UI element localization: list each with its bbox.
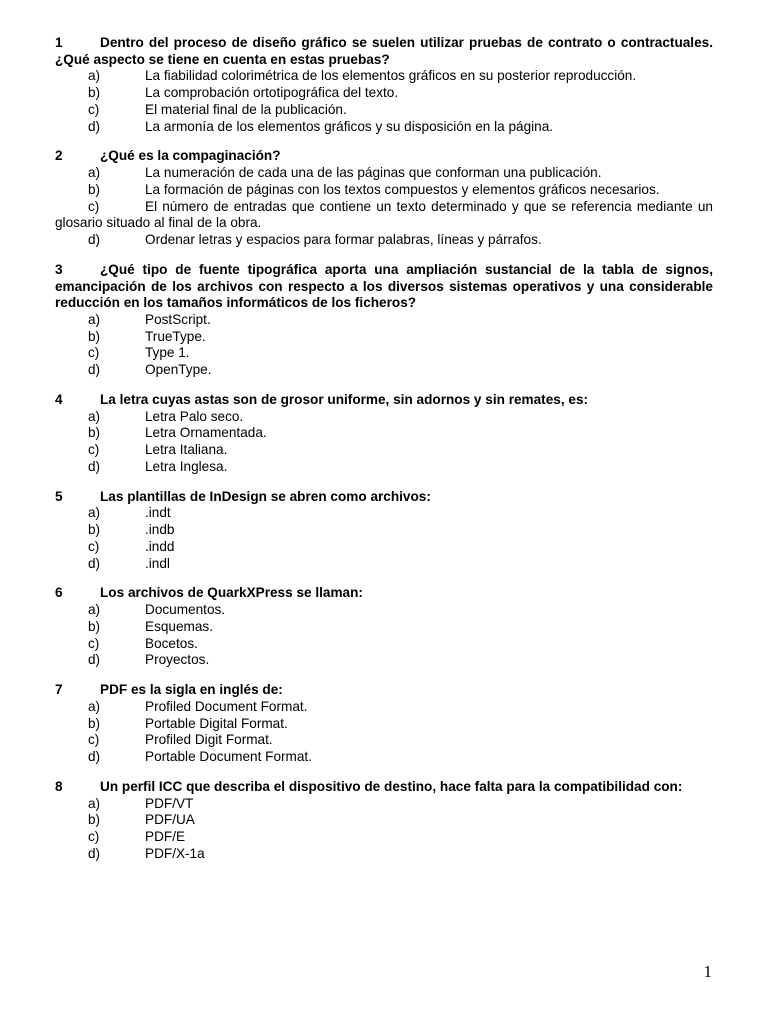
option-text: Type 1. xyxy=(145,345,190,361)
answer-option-b xyxy=(55,425,713,442)
question-text: La letra cuyas astas son de grosor uniforme, sin adornos y sin remates, es: xyxy=(100,391,589,407)
option-text: .indt xyxy=(145,505,171,521)
answer-option-a xyxy=(55,796,713,813)
option-text: PDF/E xyxy=(145,829,186,845)
option-letter: c) xyxy=(88,345,100,361)
question-text: PDF es la sigla en inglés de: xyxy=(100,682,283,698)
option-letter: d) xyxy=(88,458,101,474)
option-letter: d) xyxy=(88,118,101,134)
answer-option-d xyxy=(55,749,713,766)
option-letter: d) xyxy=(88,232,101,248)
option-text: El número de entradas que contiene un texto determinado y que se referencia mediante un glosario situado al final de la obra. xyxy=(55,198,713,231)
answer-option-d xyxy=(55,362,713,379)
option-letter: b) xyxy=(88,181,101,197)
question-number: 1 xyxy=(55,35,63,50)
option-text: Esquemas. xyxy=(145,618,214,634)
option-letter: d) xyxy=(88,652,101,668)
option-text: PDF/UA xyxy=(145,812,195,828)
answer-option-a xyxy=(55,602,713,619)
option-text: Letra Palo seco. xyxy=(145,408,244,424)
option-letter: b) xyxy=(88,425,101,441)
option-letter: d) xyxy=(88,362,101,378)
question-number: 6 xyxy=(55,585,63,601)
question-heading xyxy=(55,35,713,68)
option-letter: a) xyxy=(88,602,101,618)
answer-option-d xyxy=(55,846,713,863)
question-3 xyxy=(55,262,713,379)
option-letter: b) xyxy=(88,715,101,731)
answer-option-b xyxy=(55,812,713,829)
question-5 xyxy=(55,489,713,573)
answer-option-d xyxy=(55,232,713,249)
answer-option-c xyxy=(55,732,713,749)
question-heading xyxy=(55,148,713,165)
option-letter: a) xyxy=(88,505,101,521)
option-text: TrueType. xyxy=(145,328,206,344)
question-number: 8 xyxy=(55,779,63,795)
question-heading xyxy=(55,262,713,312)
option-text: Letra Inglesa. xyxy=(145,458,228,474)
option-letter: c) xyxy=(88,732,100,748)
option-letter: c) xyxy=(88,538,100,554)
option-letter: b) xyxy=(88,328,101,344)
option-text: Documentos. xyxy=(145,602,226,618)
answer-option-d xyxy=(55,119,713,136)
question-text: Dentro del proceso de diseño gráfico se suelen utilizar pruebas de contrato o contractuales. ¿Qué aspecto se tiene en cuenta en estas pruebas? xyxy=(55,35,713,67)
option-text: Portable Document Format. xyxy=(145,749,312,765)
option-text: PostScript. xyxy=(145,311,211,327)
answer-option-b xyxy=(55,522,713,539)
option-text: Proyectos. xyxy=(145,652,210,668)
option-letter: a) xyxy=(88,311,101,327)
option-text: Letra Ornamentada. xyxy=(145,425,267,441)
answer-option-b xyxy=(55,182,713,199)
option-text: Profiled Document Format. xyxy=(145,698,308,714)
question-number: 4 xyxy=(55,391,63,407)
answer-option-c xyxy=(55,539,713,556)
option-letter: a) xyxy=(88,68,101,84)
answer-option-d xyxy=(55,652,713,669)
question-heading xyxy=(55,682,713,699)
answer-option-c xyxy=(55,102,713,119)
option-letter: a) xyxy=(88,408,101,424)
answer-option-a xyxy=(55,165,713,182)
answer-option-c xyxy=(55,199,713,233)
option-text: La comprobación ortotipográfica del texto. xyxy=(145,84,399,100)
option-text: Portable Digital Format. xyxy=(145,715,288,731)
option-letter: c) xyxy=(88,101,100,117)
option-letter: a) xyxy=(88,164,101,180)
question-list xyxy=(55,35,713,863)
question-7 xyxy=(55,682,713,766)
option-text: Profiled Digit Format. xyxy=(145,732,273,748)
option-text: PDF/X-1a xyxy=(145,846,205,862)
option-letter: a) xyxy=(88,795,101,811)
answer-option-b xyxy=(55,716,713,733)
answer-option-c xyxy=(55,345,713,362)
option-text: El material final de la publicación. xyxy=(145,101,347,117)
option-letter: b) xyxy=(88,812,101,828)
option-letter: c) xyxy=(88,635,100,651)
option-letter: c) xyxy=(88,829,100,845)
option-text: .indd xyxy=(145,538,175,554)
option-letter: b) xyxy=(88,522,101,538)
option-text: .indl xyxy=(145,555,170,571)
answer-option-b xyxy=(55,619,713,636)
answer-option-a xyxy=(55,312,713,329)
answer-option-c xyxy=(55,442,713,459)
option-letter: a) xyxy=(88,698,101,714)
option-text: Letra Italiana. xyxy=(145,442,228,458)
option-text: Ordenar letras y espacios para formar palabras, líneas y párrafos. xyxy=(145,232,542,248)
option-letter: d) xyxy=(88,846,101,862)
question-heading xyxy=(55,585,713,602)
question-heading xyxy=(55,392,713,409)
option-text: Bocetos. xyxy=(145,635,198,651)
option-letter: b) xyxy=(88,84,101,100)
answer-option-c xyxy=(55,636,713,653)
question-text: ¿Qué es la compaginación? xyxy=(100,148,281,164)
option-text: PDF/VT xyxy=(145,795,194,811)
option-letter: b) xyxy=(88,618,101,634)
option-letter: d) xyxy=(88,749,101,765)
question-text: Un perfil ICC que describa el dispositivo de destino, hace falta para la compatibilidad con: xyxy=(100,779,683,795)
answer-option-a xyxy=(55,699,713,716)
option-letter: d) xyxy=(88,555,101,571)
answer-option-b xyxy=(55,329,713,346)
option-text: La fiabilidad colorimétrica de los elementos gráficos en su posterior reproducción. xyxy=(145,68,637,84)
question-text: Las plantillas de InDesign se abren como archivos: xyxy=(100,488,431,504)
answer-option-b xyxy=(55,85,713,102)
option-letter: c) xyxy=(88,442,100,458)
question-6 xyxy=(55,585,713,669)
option-text: La armonía de los elementos gráficos y su disposición en la página. xyxy=(145,118,554,134)
question-4 xyxy=(55,392,713,476)
question-1 xyxy=(55,35,713,135)
question-number: 2 xyxy=(55,148,63,164)
answer-option-d xyxy=(55,556,713,573)
option-text: OpenType. xyxy=(145,362,212,378)
question-2 xyxy=(55,148,713,249)
option-text: La numeración de cada una de las páginas que conforman una publicación. xyxy=(145,164,602,180)
option-text: .indb xyxy=(145,522,175,538)
answer-option-c xyxy=(55,829,713,846)
answer-option-a xyxy=(55,505,713,522)
option-text: La formación de páginas con los textos compuestos y elementos gráficos necesarios. xyxy=(145,181,660,197)
question-text: Los archivos de QuarkXPress se llaman: xyxy=(100,585,363,601)
question-number: 3 xyxy=(55,261,63,277)
answer-option-a xyxy=(55,409,713,426)
question-8 xyxy=(55,779,713,863)
question-number: 5 xyxy=(55,488,63,504)
page-number: 1 xyxy=(703,962,712,981)
answer-option-d xyxy=(55,459,713,476)
question-heading xyxy=(55,779,713,796)
question-text: ¿Qué tipo de fuente tipográfica aporta una ampliación sustancial de la tabla de signos, emancipación de los archivos con respecto a los diversos sistemas operativos y una considerable reducción en los tamaños informáticos de los ficheros? xyxy=(55,261,713,311)
option-letter: c) xyxy=(88,198,100,214)
question-number: 7 xyxy=(55,682,63,698)
question-heading xyxy=(55,489,713,506)
answer-option-a xyxy=(55,68,713,85)
